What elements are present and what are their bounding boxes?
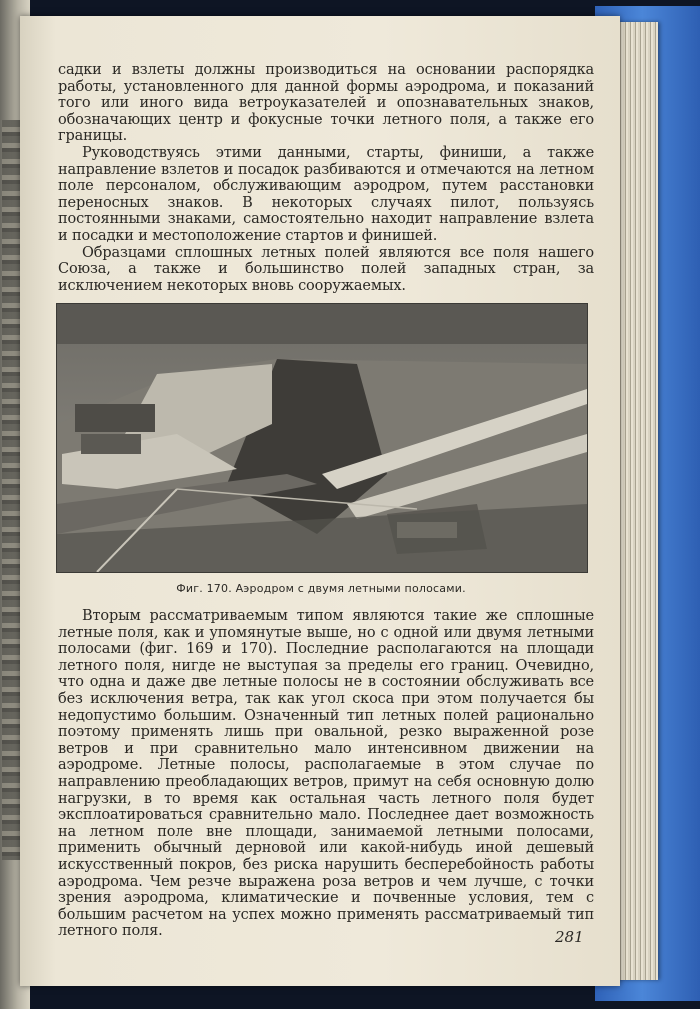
top-text-block	[58, 62, 594, 294]
book-page	[20, 16, 620, 986]
aerodrome-photograph	[56, 303, 588, 573]
figure-caption: Фиг. 170. Аэродром с двумя летными полосами.	[176, 582, 466, 595]
paragraph: Образцами сплошных летных полей являются все поля нашего Союза, а также и большинство полей западных стран, за исключением некоторых вновь сооружаемых.	[58, 244, 594, 294]
aerodrome-photo-illustration	[57, 304, 587, 572]
bottom-text-block	[58, 608, 594, 940]
paragraph: Руководствуясь этими данными, старты, финиши, а также направление взлетов и посадок разбиваются и отмечаются на летном поле персоналом, обслуживающим аэродром, путем расстановки переносных знаков. В некоторых случаях пилот, пользуясь постоянными знаками, самостоятельно находит направление взлета и посадки и местоположение стартов и финишей.	[58, 144, 594, 244]
paragraph: садки и взлеты должны производиться на основании распорядка работы, установленного для данной формы аэродрома, и показаний того или иного вида ветроуказателей и опознавательных знаков, обозначающих центр и фокусные точки летного поля, а также его границы.	[58, 62, 594, 145]
paragraph: Вторым рассматриваемым типом являются такие же сплошные летные поля, как и упомянутые выше, но с одной или двумя летными полосами (фиг. 169 и 170). Последние располагаются на площади летного поля, нигде не выступая за пределы его границ. Очевидно, что одна и даже две летные полосы не в состоянии обслуживать все без исключения ветра, так как угол скоса при этом получается бы недопустимо большим. Означенный тип летных полей рационально поэтому применять лишь при овальной, резко выраженной розе ветров и при сравнительно мало интенсивном движении на аэродроме. Летные полосы, располагаемые в этом случае по направлению преобладающих ветров, примут на себя основную долю нагрузки, в то время как остальная часть летного поля будет эксплоатироваться сравнительно мало. Последнее дает возможность на летном поле вне площади, занимаемой летными полосами, применить обычный дерновой или какой-нибудь иной дешевый искусственный покров, без риска нарушить бесперебойность работы аэродрома. Чем резче выражена роза ветров и чем лучше, с точки зрения аэродрома, климатические и почвенные условия, тем с большим расчетом на успех можно применять рассматриваемый тип летного поля.	[58, 608, 594, 940]
page-number: 281	[555, 928, 584, 946]
left-page-illustration-edge	[2, 120, 22, 860]
